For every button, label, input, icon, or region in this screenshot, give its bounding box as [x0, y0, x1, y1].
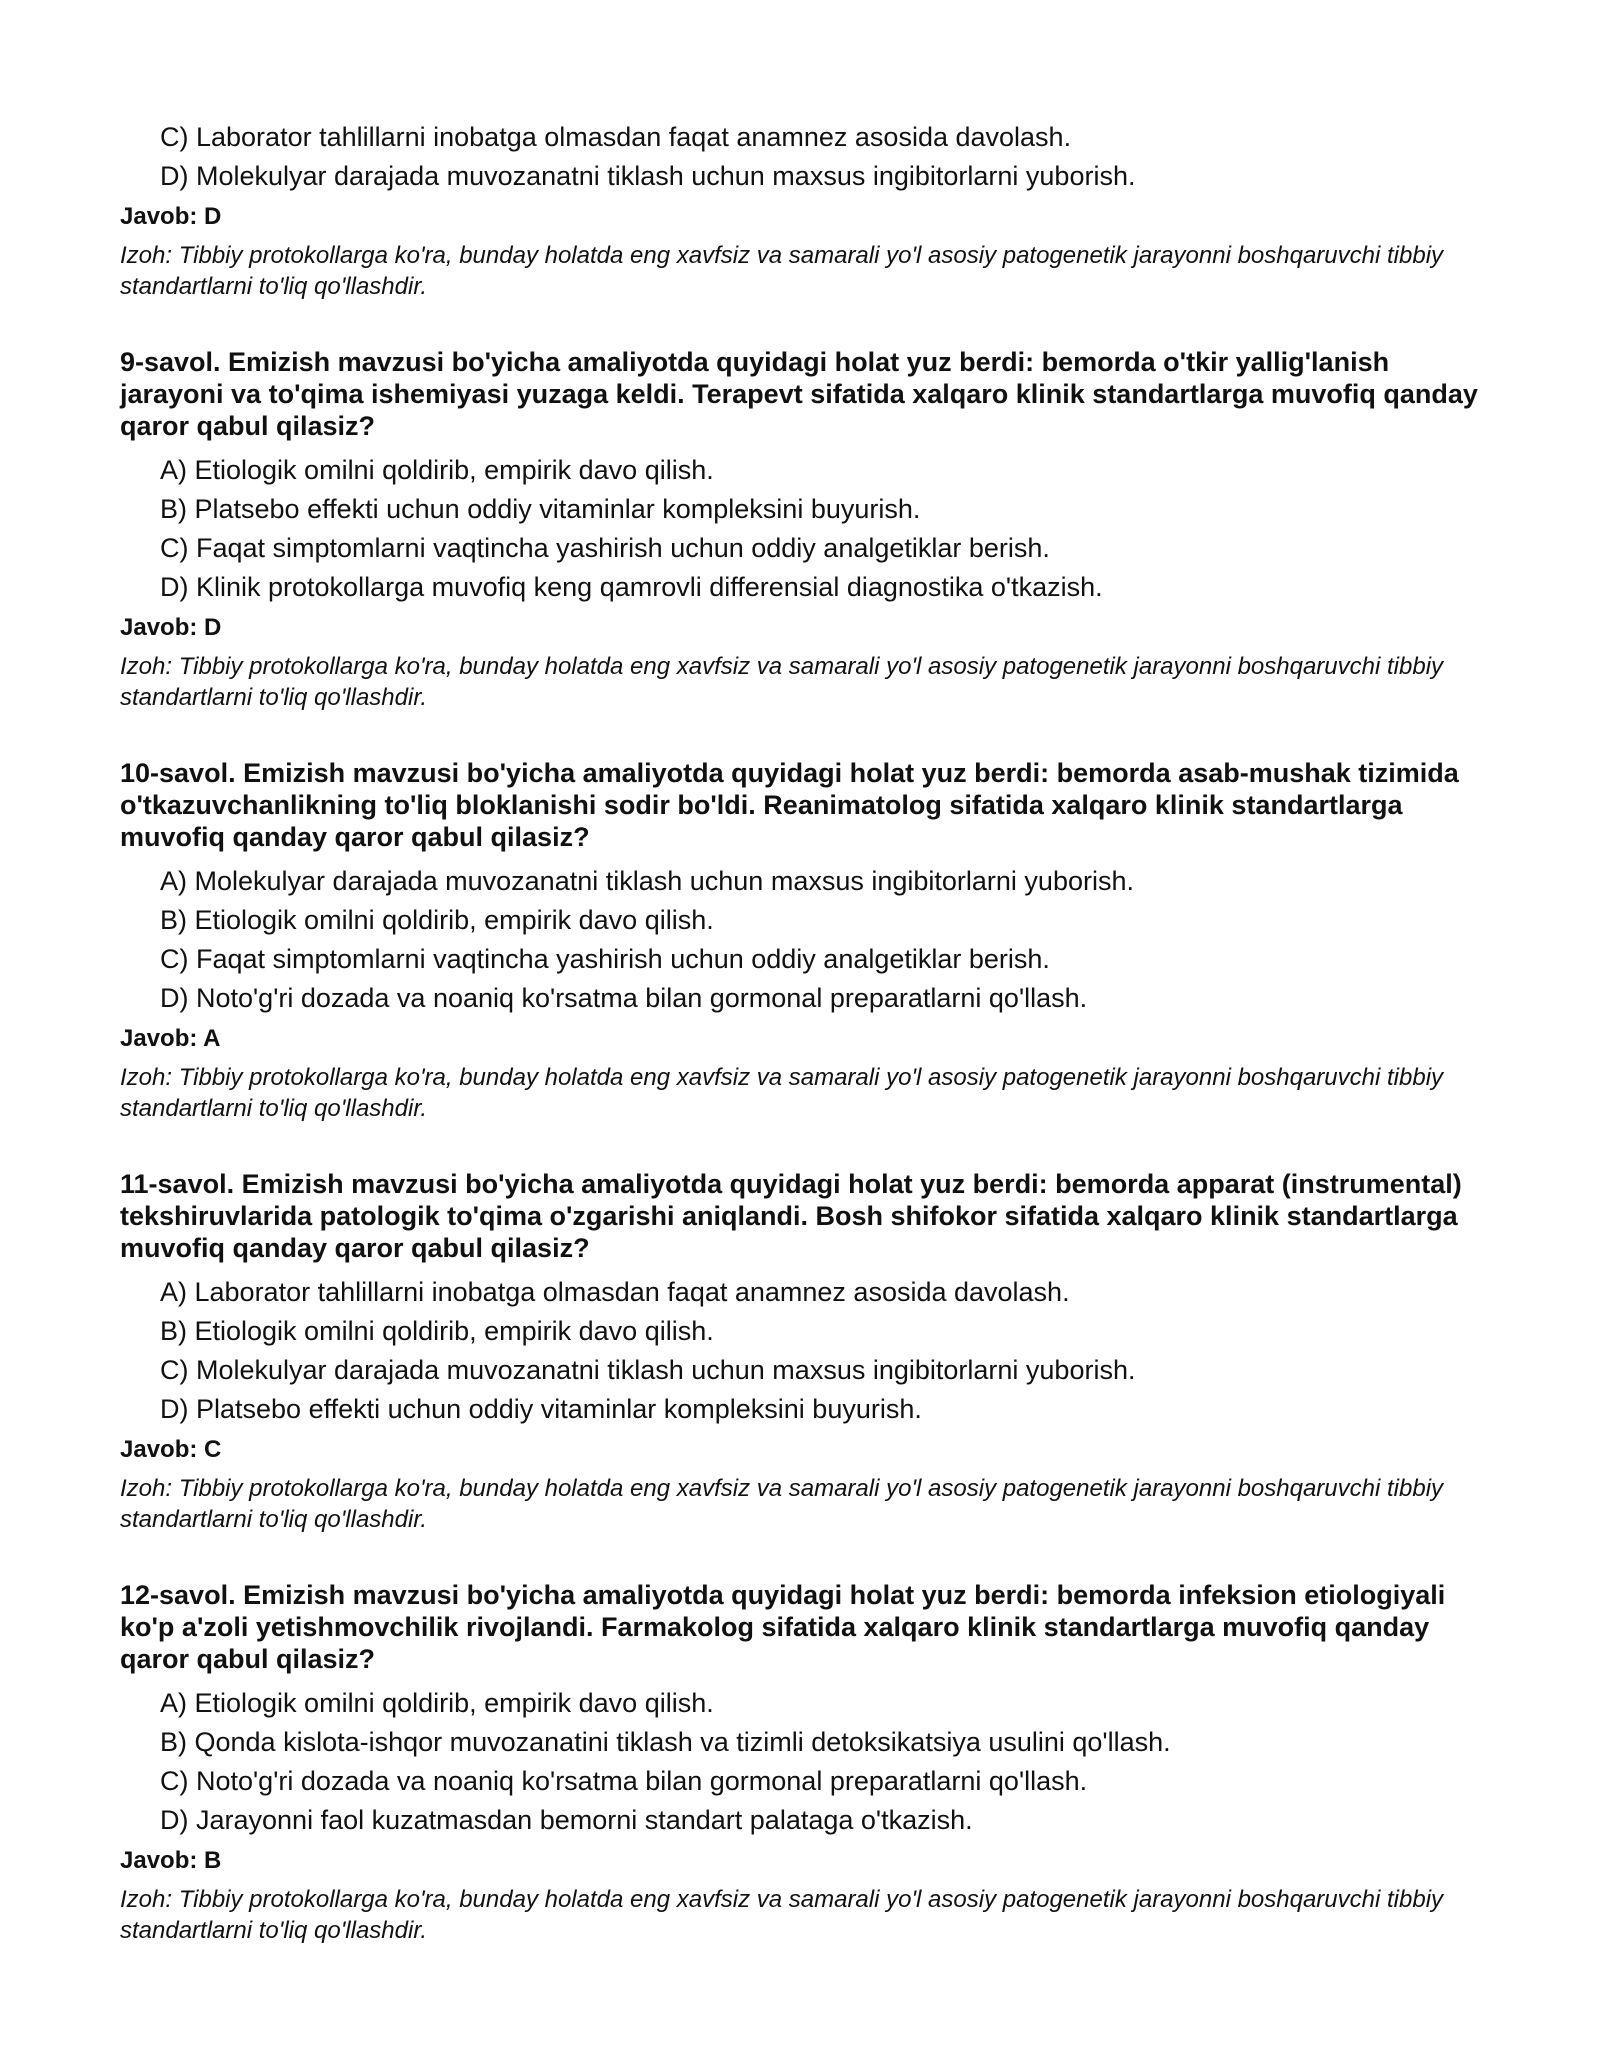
- option-d: D) Jarayonni faol kuzatmasdan bemorni standart palataga o'tkazish.: [160, 1805, 973, 1835]
- option-a: A) Etiologik omilni qoldirib, empirik davo qilish.: [160, 455, 714, 485]
- answer-options: [120, 451, 1480, 607]
- question-12: [120, 1579, 1480, 1946]
- answer-options: [120, 1684, 1480, 1840]
- explanation-note: Izoh: Tibbiy protokollarga ko'ra, bunday holatda eng xavfsiz va samarali yo'l asosiy patogenetik jarayonni boshqaruvchi tibbiy standartlarni to'liq qo'llashdir.: [120, 1886, 1444, 1944]
- correct-answer: Javob: B: [120, 1847, 222, 1874]
- correct-answer: Javob: C: [120, 1436, 222, 1463]
- explanation-note: Izoh: Tibbiy protokollarga ko'ra, bunday holatda eng xavfsiz va samarali yo'l asosiy patogenetik jarayonni boshqaruvchi tibbiy standartlarni to'liq qo'llashdir.: [120, 1064, 1444, 1122]
- option-d: D) Klinik protokollarga muvofiq keng qamrovli differensial diagnostika o'tkazish.: [160, 572, 1103, 602]
- option-a: A) Molekulyar darajada muvozanatni tiklash uchun maxsus ingibitorlarni yuborish.: [160, 866, 1134, 896]
- question-11: [120, 1168, 1480, 1535]
- correct-answer: Javob: D: [120, 614, 222, 641]
- question-title: 12-savol. Emizish mavzusi bo'yicha amaliyotda quyidagi holat yuz berdi: bemorda infeksion etiologiyali ko'p a'zoli yetishmovchilik rivojlandi. Farmakolog sifatida xalqaro klinik standartlarga muvofiq qanday qaror qabul qilasiz?: [120, 1580, 1446, 1674]
- answer-options: [120, 862, 1480, 1018]
- question-title: 9-savol. Emizish mavzusi bo'yicha amaliyotda quyidagi holat yuz berdi: bemorda o'tkir yallig'lanish jarayoni va to'qima ishemiyasi yuzaga keldi. Terapevt sifatida xalqaro klinik standartlarga muvofiq qanday qaror qabul qilasiz?: [120, 347, 1478, 441]
- explanation-note: Izoh: Tibbiy protokollarga ko'ra, bunday holatda eng xavfsiz va samarali yo'l asosiy patogenetik jarayonni boshqaruvchi tibbiy standartlarni to'liq qo'llashdir.: [120, 242, 1444, 300]
- option-b: B) Etiologik omilni qoldirib, empirik davo qilish.: [160, 1316, 714, 1346]
- question-title: 10-savol. Emizish mavzusi bo'yicha amaliyotda quyidagi holat yuz berdi: bemorda asab-mushak tizimida o'tkazuvchanlikning to'liq bloklanishi sodir bo'ldi. Reanimatolog sifatida xalqaro klinik standartlarga muvofiq qanday qaror qabul qilasiz?: [120, 758, 1459, 852]
- correct-answer: Javob: A: [120, 1025, 221, 1052]
- option-c: C) Molekulyar darajada muvozanatni tiklash uchun maxsus ingibitorlarni yuborish.: [160, 1355, 1136, 1385]
- option-a: A) Laborator tahlillarni inobatga olmasdan faqat anamnez asosida davolash.: [160, 1277, 1070, 1307]
- explanation-note: Izoh: Tibbiy protokollarga ko'ra, bunday holatda eng xavfsiz va samarali yo'l asosiy patogenetik jarayonni boshqaruvchi tibbiy standartlarni to'liq qo'llashdir.: [120, 1475, 1444, 1533]
- option-b: B) Qonda kislota-ishqor muvozanatini tiklash va tizimli detoksikatsiya usulini qo'llash.: [160, 1727, 1171, 1757]
- question-title: 11-savol. Emizish mavzusi bo'yicha amaliyotda quyidagi holat yuz berdi: bemorda apparat (instrumental) tekshiruvlarida patologik to'qima o'zgarishi aniqlandi. Bosh shifokor sifatida xalqaro klinik standartlarga muvofiq qanday qaror qabul qilasiz?: [120, 1169, 1462, 1263]
- explanation-note: Izoh: Tibbiy protokollarga ko'ra, bunday holatda eng xavfsiz va samarali yo'l asosiy patogenetik jarayonni boshqaruvchi tibbiy standartlarni to'liq qo'llashdir.: [120, 653, 1444, 711]
- option-b: B) Etiologik omilni qoldirib, empirik davo qilish.: [160, 905, 714, 935]
- option-d: D) Platsebo effekti uchun oddiy vitaminlar kompleksini buyurish.: [160, 1394, 922, 1424]
- question-10: [120, 757, 1480, 1124]
- option-a: A) Etiologik omilni qoldirib, empirik davo qilish.: [160, 1688, 714, 1718]
- option-d: D) Noto'g'ri dozada va noaniq ko'rsatma bilan gormonal preparatlarni qo'llash.: [160, 983, 1088, 1013]
- document-page: [120, 118, 1480, 1946]
- option-b: B) Platsebo effekti uchun oddiy vitaminlar kompleksini buyurish.: [160, 494, 921, 524]
- option-c: C) Faqat simptomlarni vaqtincha yashirish uchun oddiy analgetiklar berish.: [160, 533, 1050, 563]
- answer-options: [120, 118, 1480, 196]
- option-c: C) Faqat simptomlarni vaqtincha yashirish uchun oddiy analgetiklar berish.: [160, 944, 1050, 974]
- correct-answer: Javob: D: [120, 203, 222, 230]
- answer-options: [120, 1273, 1480, 1429]
- question-8-continuation: [120, 118, 1480, 302]
- option-d: D) Molekulyar darajada muvozanatni tiklash uchun maxsus ingibitorlarni yuborish.: [160, 161, 1136, 191]
- option-c: C) Noto'g'ri dozada va noaniq ko'rsatma bilan gormonal preparatlarni qo'llash.: [160, 1766, 1088, 1796]
- question-9: [120, 346, 1480, 713]
- option-c: C) Laborator tahlillarni inobatga olmasdan faqat anamnez asosida davolash.: [160, 122, 1072, 152]
